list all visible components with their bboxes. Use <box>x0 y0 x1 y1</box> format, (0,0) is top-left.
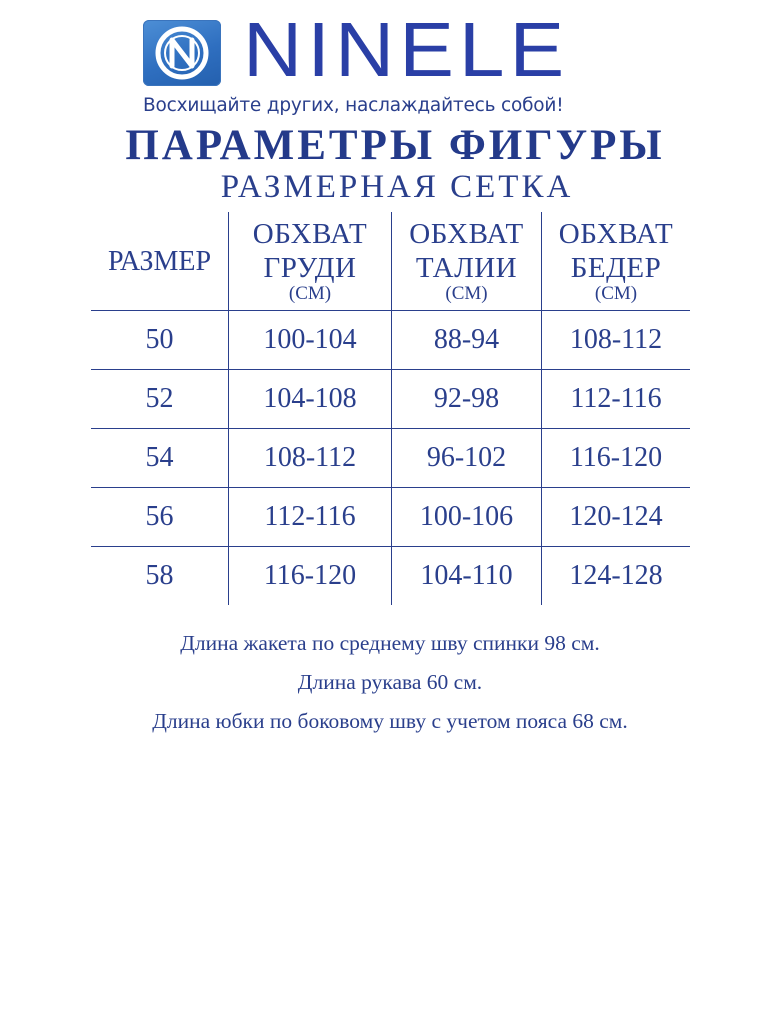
cell-waist: 88-94 <box>391 311 541 369</box>
ninele-logo-icon <box>143 20 221 86</box>
cell-size: 56 <box>145 501 174 532</box>
note-skirt-length: Длина юбки по боковому шву с учетом пояса 68 см. <box>152 709 628 733</box>
header-chest <box>228 212 391 310</box>
cell-hips: 112-116 <box>541 370 690 428</box>
cell-chest: 104-108 <box>228 370 391 428</box>
header-chest-line2: ГРУДИ <box>263 252 357 284</box>
note-sleeve-length: Длина рукава 60 см. <box>297 670 483 694</box>
size-table <box>91 212 690 605</box>
cell-waist: 96-102 <box>391 429 541 487</box>
cell-size: 52 <box>145 383 174 414</box>
cell-waist: 104-110 <box>391 547 541 605</box>
brand-slogan: Восхищайте других, наслаждайтесь собой! <box>143 95 564 116</box>
header-waist-line1: ОБХВАТ <box>409 218 524 250</box>
header-size-label: РАЗМЕР <box>107 246 212 277</box>
brand-wordmark: NINELE <box>243 7 570 93</box>
note-jacket-length: Длина жакета по среднему шву спинки 98 см. <box>180 631 600 655</box>
cell-chest: 108-112 <box>228 429 391 487</box>
cell-size: 58 <box>145 560 174 591</box>
cell-hips: 108-112 <box>541 311 690 369</box>
header-size <box>91 212 228 310</box>
cell-hips: 116-120 <box>541 429 690 487</box>
header-chest-line1: ОБХВАТ <box>252 218 368 250</box>
header-hips-line1: ОБХВАТ <box>558 218 674 250</box>
header-hips-line2: БЕДЕР <box>570 252 662 284</box>
cell-waist: 92-98 <box>391 370 541 428</box>
cell-waist: 100-106 <box>391 488 541 546</box>
cell-chest: 112-116 <box>228 488 391 546</box>
table-row <box>91 428 690 487</box>
table-row <box>91 369 690 428</box>
header-chest-unit: (СМ) <box>288 283 332 304</box>
header-waist-line2: ТАЛИИ <box>415 252 518 284</box>
measurement-notes <box>0 624 768 741</box>
cell-chest: 116-120 <box>228 547 391 605</box>
brand-logo <box>143 7 643 93</box>
page-subtitle: РАЗМЕРНАЯ СЕТКА <box>220 169 574 205</box>
header-waist <box>391 212 541 310</box>
header-waist-unit: (СМ) <box>445 283 488 304</box>
cell-hips: 120-124 <box>541 488 690 546</box>
table-row <box>91 546 690 605</box>
cell-size: 50 <box>145 324 174 355</box>
table-row <box>91 487 690 546</box>
table-header-row <box>91 212 690 310</box>
header-hips-unit: (СМ) <box>594 283 638 304</box>
table-row <box>91 310 690 369</box>
cell-chest: 100-104 <box>228 311 391 369</box>
cell-hips: 124-128 <box>541 547 690 605</box>
page-title: ПАРАМЕТРЫ ФИГУРЫ <box>125 122 665 169</box>
header-hips <box>541 212 690 310</box>
cell-size: 54 <box>145 442 174 473</box>
